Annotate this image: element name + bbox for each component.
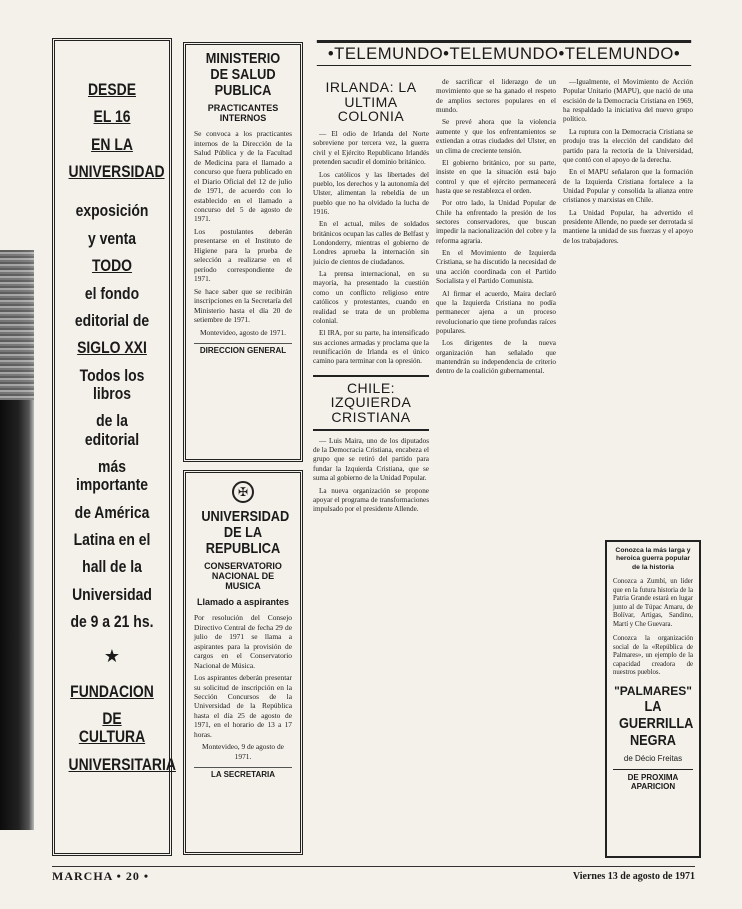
article-paragraph: En el actual, miles de soldados británicos ocupan las calles de Belfast y Londonderry, mientras el gobierno de Londres aprueba la internación sin juicio de cientos de ciudadanos.	[313, 220, 429, 266]
footer-date: Viernes 13 de agosto de 1971	[572, 871, 695, 882]
ad-line: DESDE	[87, 80, 137, 99]
article-headline-chile: CHILE: IZQUIERDA CRISTIANA	[313, 375, 429, 431]
ad-title: UNIVERSIDAD DE LA REPUBLICA	[201, 508, 290, 557]
ad-org-line: UNIVERSITARIA	[68, 754, 176, 774]
article-paragraph: — El odio de Irlanda del Norte sobreviene por tercera vez, la guerra civil y el Ejército Republicano Irlandés pretenden sacudir el dominio británico.	[313, 130, 429, 167]
ad-book-title: "PALMARES"	[614, 683, 692, 698]
star-icon: ★	[103, 645, 121, 666]
article-paragraph: Se prevé ahora que la violencia aumente y que los enfrentamientos se extiendan a otras ciudades del Ulster, en un clima de creciente tensión.	[436, 118, 556, 155]
ad-author: de Décio Freitas	[623, 753, 683, 763]
ad-body-line: Latina en el	[73, 530, 151, 550]
ad-paragraph: Conozca a Zumbí, un líder que en la futura historia de la Patria Grande estará en lugar junto al de Túpac Amaru, de Bolívar, Artigas, Sandino, Martí y Che Guevara.	[613, 578, 693, 628]
ad-body-line: de América	[74, 502, 150, 522]
article-paragraph: —Igualmente, el Movimiento de Acción Popular Unitario (MAPU), que nació de una escisión de la Democracia Cristiana en 1969, ha respaldado la iniciativa del nuevo grupo político.	[563, 78, 693, 124]
ad-fundacion-cultura	[52, 38, 176, 856]
ad-universidad-republica	[183, 470, 303, 855]
ad-release-note: DE PROXIMA APARICION	[613, 769, 693, 791]
ad-date: Montevideo, 9 de agosto de 1971.	[202, 742, 284, 761]
ad-org-line: FUNDACION	[70, 681, 154, 701]
ad-body-line: más importante	[75, 457, 149, 495]
article-paragraph: El gobierno británico, por su parte, insiste en que la situación está bajo control y que el ejército permanecerá hasta que se restablezca el orden.	[436, 158, 556, 195]
article-paragraph: Los católicos y las libertades del pueblo, los derechos y la autonomía del Ulster, alimentan la rebeldía de un pueblo que no ha olvidado la lucha de 1916.	[313, 170, 429, 216]
ad-body-line: de la editorial	[84, 411, 140, 449]
ad-line: UNIVERSIDAD	[68, 162, 165, 182]
ad-org-line: DE CULTURA	[78, 708, 146, 747]
article-paragraph: Los dirigentes de la nueva organización han señalado que mantendrán su independencia de criterio dentro de la coalición gubernamental.	[436, 339, 556, 376]
article-paragraph: La prensa internacional, en su mayoría, ha presentado la cuestión como un conflicto religioso entre católicos y protestantes, cuando en realidad se trata de un problema colonial.	[313, 270, 429, 325]
article-column-1	[313, 78, 429, 854]
article-paragraph: En el Movimiento de Izquierda Cristiana, se ha discutido la necesidad de una acción coordinada con el Partido Socialista y el Partido Comunista.	[436, 249, 556, 286]
ad-subtitle: PRACTICANTES INTERNOS	[207, 103, 279, 124]
ad-todo: TODO	[91, 256, 133, 276]
ad-paragraph: Se hace saber que se recibirán inscripciones en la Secretaría del Ministerio hasta el día 20 de setiembre de 1971.	[194, 286, 292, 325]
ad-paragraph: Por resolución del Consejo Directivo Central de fecha 29 de julio de 1971 se llama a aspirantes para la provisión de cargos en el Conservatorio Nacional de Música.	[194, 613, 292, 670]
ad-signature: DIRECCION GENERAL	[194, 343, 292, 355]
ad-paragraph: Los aspirantes deberán presentar su solicitud de inscripción en la Sección Concursos de la Universidad de la República hasta el día 25 de agosto de 1971, en el horario de 13 a 17 horas.	[194, 673, 292, 739]
ad-paragraph: Se convoca a los practicantes internos de la Dirección de la Salud Pública y de la Facultad de Medicina para el llamado a concurso que fuera publicado en el Diario Oficial del 12 de julio de 1971, de acuerdo con lo establecido en el llamado a concurso del 5 de agosto de 1971.	[194, 129, 292, 224]
ad-line: EN LA	[91, 134, 133, 154]
footer-publication: MARCHA • 20 •	[52, 869, 150, 883]
article-paragraph: La Unidad Popular, ha advertido el presidente Allende, no puede ser derrotada si mantiene la unidad de sus fuerzas y el apoyo de los trabajadores.	[563, 208, 693, 245]
article-paragraph: Por otro lado, la Unidad Popular de Chile ha enfrentado la presión de los sectores conservadores, que buscan impedir la nacionalización del cobre y la reforma agraria.	[436, 199, 556, 245]
ad-call: Llamado a aspirantes	[196, 597, 290, 608]
page-binding-shadow	[0, 250, 34, 830]
article-column-3	[563, 78, 693, 518]
article-paragraph: de sacrificar el liderazgo de un movimiento que se ha ganado el respeto de amplios sectores populares en el mundo.	[436, 78, 556, 115]
ad-fondo-line: editorial de	[74, 310, 150, 330]
ad-ministerio-salud	[183, 42, 303, 462]
ad-body-line: de 9 a 21 hs.	[70, 612, 154, 632]
ad-intro: Conozca la más larga y heroica guerra popular de la historia	[615, 547, 691, 571]
ad-body-line: Todos los libros	[79, 365, 145, 403]
ad-title: MINISTERIO DE SALUD PUBLICA	[205, 50, 281, 99]
ad-book-subtitle: NEGRA	[629, 732, 677, 750]
ad-expo-line: exposición	[75, 201, 149, 221]
article-paragraph: El IRA, por su parte, ha intensificado sus acciones armadas y proclama que la reunificación de Irlanda es el único camino para terminar con la opresión.	[313, 329, 429, 366]
article-paragraph: La nueva organización se propone apoyar el programa de transformaciones impulsado por el presidente Allende.	[313, 486, 429, 514]
page-footer	[52, 866, 695, 884]
university-seal-icon: ✠	[232, 481, 254, 503]
ad-body-line: Universidad	[72, 584, 152, 604]
ad-paragraph: Conozca la organización social de la «República de Palmares», un ejemplo de la capacidad creadora de nuestros pueblos.	[613, 635, 693, 677]
ad-palmares-book	[605, 540, 701, 858]
ad-date: Montevideo, agosto de 1971.	[199, 327, 286, 337]
ad-book-subtitle: LA GUERRILLA	[619, 697, 694, 733]
ad-paragraph: Los postulantes deberán presentarse en el Instituto de Higiene para la prueba de selección a realizarse en el período correspondiente de 1971.	[194, 226, 292, 284]
ad-line: EL 16	[93, 107, 131, 127]
article-paragraph: La ruptura con la Democracia Cristiana se produjo tras la elección del candidato del partido para la rectoría de la Universidad, que contó con el apoyo de la derecha.	[563, 127, 693, 164]
article-paragraph: Al firmar el acuerdo, Maira declaró que la Izquierda Cristiana no podía permanecer ajena a un proceso revolucionario que tiene profundas raíces populares.	[436, 289, 556, 335]
ad-signature: LA SECRETARIA	[194, 767, 292, 779]
ad-fondo-line: el fondo	[84, 283, 140, 303]
ad-body-line: hall de la	[82, 557, 142, 577]
ad-subtitle: CONSERVATORIO NACIONAL DE MUSICA	[204, 561, 282, 592]
ad-siglo: SIGLO XXI	[77, 338, 147, 358]
article-paragraph: — Luis Maira, uno de los diputados de la Democracia Cristiana, encabeza el grupo que se retiró del partido para fundar la Izquierda Cristiana, que se suma al gobierno de la Unidad Popular.	[313, 436, 429, 483]
ad-expo-line: y venta	[87, 228, 137, 248]
binding-texture	[0, 250, 34, 400]
section-banner-telemundo: •TELEMUNDO•TELEMUNDO•TELEMUNDO•	[317, 40, 691, 66]
article-paragraph: En el MAPU señalaron que la formación de la Izquierda Cristiana fortalece a la Unidad Popular y consolida la alianza entre cristianos y marxistas en Chile.	[563, 168, 693, 205]
article-column-2	[436, 78, 556, 856]
article-headline-irlanda: IRLANDA: LA ULTIMA COLONIA	[325, 79, 417, 125]
